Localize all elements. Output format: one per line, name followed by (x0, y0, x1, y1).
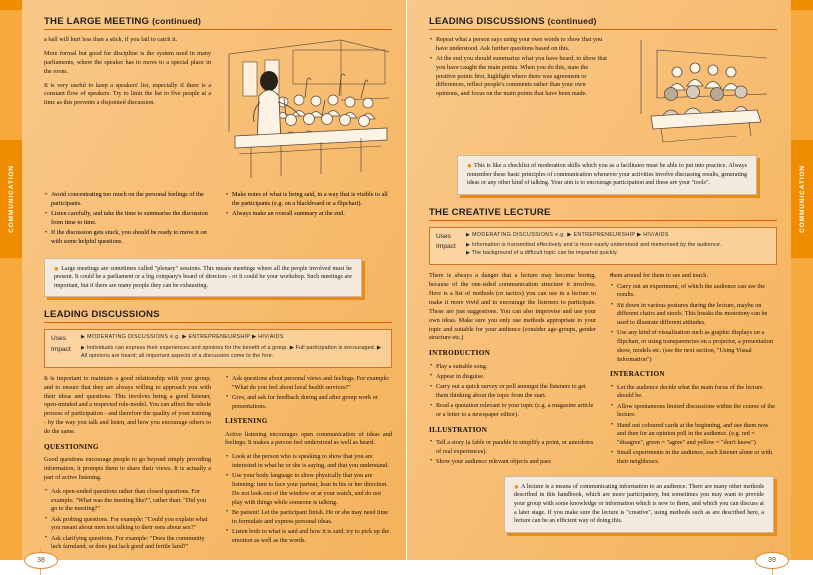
note-box-checklist (457, 155, 757, 195)
paragraph: Good questions encourage people to go beyond simply providing information, it prompts them to share their views. It is actually a part of active listening. (44, 456, 211, 481)
list-item: • Read a quotation relevant to your topic (e.g. a magazine article or a letter to a newspaper editor). (429, 402, 596, 420)
page-number-left (24, 552, 58, 569)
heading-text: LEADING DISCUSSIONS (429, 16, 545, 27)
paragraph: There is always a danger that a lecture may become boring, because of the one-sided communication structure it involves. Here is a list of methods (or tactics) you can use in a lecture to make it more vivid and to encourage the listeners to participate. These are just suggestions. You can also improvise and use your own ideas. Make sure you only use methods appropriate to your topic and suitable for your audience (consider age-groups, gender structure etc.) (429, 272, 596, 342)
left-edge-stripe (0, 0, 22, 560)
paragraph: It is very useful to keep a speakers' list, especially if there is a constant flow of speakers. Try to limit the list to five people at a time as this prevents a disjointed discussion. (44, 81, 211, 107)
impact-label: Impact (436, 243, 456, 251)
leading-discussions-continued-bullets (429, 36, 607, 151)
list-item: • Be patient! Let the participant finish. He or she may need time to formulate and express personal ideas. (225, 509, 392, 527)
large-meeting-bullets-left (44, 191, 211, 252)
section-heading-leading-discussions (44, 309, 392, 323)
list-item: • Carry out an experiment, of which the audience can see the results. (610, 283, 777, 301)
section-heading-leading-discussions-continued (429, 16, 777, 30)
list-item: • Give, and ask for feedback during and after group work or presentations. (225, 394, 392, 412)
triangle-icon: ▶ (466, 231, 471, 238)
list-item: • Repeat what a person says using your own words to show that you have understood. Ask further questions based on this. (429, 36, 607, 54)
uses-value-text: MODERATING DISCUSSIONS e.g. ▶ ENTREPRENEURSHIP ▶ HIV/AIDS (472, 231, 669, 238)
list-item: • Sit down in various postures during the lecture, maybe on different chairs and stools. This breaks the monotony can be used to illustrate different attitudes. (610, 302, 777, 328)
list-item: • Use any kind of visualisation such as graphic displays on a flipchart, or using transparencies on a projector, a presentation show, models etc. (see the next section, "Using Visual Information") (610, 329, 777, 364)
uses-row (436, 232, 770, 242)
paragraph: More formal but good for discipline is the system used in many parliaments, where the speaker has to move to a special place in the room. (44, 49, 211, 75)
page-gutter (406, 0, 407, 560)
subheading-listening: LISTENING (225, 417, 268, 426)
triangle-icon: ▶ (466, 242, 471, 249)
leading-discussions-column-2 (225, 375, 392, 557)
paragraph: a ball will hurt less than a stick, if you fail to catch it. (44, 36, 178, 43)
uses-label: Uses (436, 232, 452, 240)
note-text: This is like a checklist of moderation skills which you as a facilitator must be able to put into practice. Always remember these basic principles of communication whenever your activities involve discussing results, generating ideas or any other kind of talking. Your aim is to encourage participation and these are your "tools". (467, 163, 747, 187)
uses-impact-box-leading-discussions (44, 329, 392, 367)
list-item: • Make notes of what is being said, in a way that is visible to all the participants (e.g. on a blackboard or a flipchart). (225, 191, 392, 209)
list-item: • Ask probing questions. For example: "Could you explain what you meant about men not talking to their sons about sex?" (44, 516, 211, 534)
subheading-illustration: ILLUSTRATION (429, 425, 488, 434)
paragraph: Active listening encourages open communication of ideas and feelings. It makes a person feel understood as well as heard. (225, 430, 392, 447)
list-item: • Ask clarifying questions. For example: "Does the community lack farmland, or does just lack good and fertile land?" (44, 535, 211, 553)
heading-continued: (continued) (152, 16, 202, 26)
impact-value (81, 345, 385, 361)
right-edge-stripe (791, 0, 813, 560)
paragraph: It is important to maintain a good relationship with your group, and to ensure that they are always willing to approach you with their ideas and questions. This involves being a good listener, open-minded and a respected role-model. You can affect the whole process of participation - and therefore the quality of your training - by the way you talk and listen, and how you encourage others to do the same. (44, 374, 212, 436)
uses-value (466, 232, 770, 240)
list-item: • Ask open-ended questions rather than closed questions. For example: "What was the meeting like?", rather than: "Did you go to the meeting?" (44, 488, 211, 514)
list-item: • Always make an overall summary at the end. (225, 210, 392, 219)
page-number-right-text: 39 (768, 557, 776, 564)
list-item: • Let the audience decide what the main focus of the lecture should be. (610, 384, 777, 402)
left-page-content (44, 16, 392, 557)
section-heading-large-meeting (44, 16, 392, 30)
list-item: • Appear in disguise. (429, 373, 596, 382)
impact-row (51, 345, 385, 361)
note-bullet-icon: ● (54, 263, 60, 273)
impact-label: Impact (51, 345, 71, 353)
heading-text: THE LARGE MEETING (44, 16, 150, 27)
note-box-plenary (44, 258, 362, 298)
creative-lecture-column-2 (610, 272, 777, 471)
small-group-discussion-table-illustration (617, 36, 772, 146)
list-item: • Hand out coloured cards at the beginning, and use them now and then for an opinion poll in the audience. (e.g. red = "disagree", green = "agree" and yellow = "don't know") (610, 422, 777, 448)
list-item: • Listen carefully, and take the time to summarise the discussion from time to time. (44, 210, 211, 228)
list-item: • Avoid concentrating too much on the personal feelings of the participants. (44, 191, 211, 209)
triangle-icon: ▶ (466, 250, 471, 257)
subheading-questioning: QUESTIONING (44, 442, 99, 451)
list-item: • Small experiments in the audience, each listener alone or with their neighbours. (610, 449, 777, 467)
list-item: • Allow spontaneous limited discussions within the course of the lecture. (610, 403, 777, 421)
leading-discussions-column-1 (44, 375, 211, 557)
triangle-icon: ▶ (81, 344, 86, 351)
impact-value (466, 242, 770, 258)
heading-continued: (continued) (547, 16, 597, 26)
subheading-interaction: INTERACTION (610, 370, 665, 379)
right-top-tab-bar (791, 0, 813, 10)
sidebar-item-communication-right[interactable] (791, 140, 813, 258)
list-item: • Use your body language to show physically that you are listening: turn to face your partner, lean in his or her direction. Do not look out of the window or at your watch, and do not play with things while someone is talking. (225, 472, 392, 507)
list-item: • If the discussion gets stuck, you should be ready to move it on with some helpful questions. (44, 229, 211, 247)
triangle-icon: ▶ (81, 334, 86, 341)
heading-text: LEADING DISCUSSIONS (44, 309, 160, 321)
meeting-audience-raised-hands-illustration (221, 36, 391, 184)
note-box-lecture-definition (504, 476, 774, 533)
impact-value-text: Individuals can express their experiences and opinions for the benefit of a group. ▶ Full participation is encouraged. ▶ All opinions are heard; all important aspects of a discussion come to the fore. (81, 344, 382, 359)
uses-label: Uses (51, 335, 67, 343)
uses-value-text: MODERATING DISCUSSIONS e.g. ▶ ENTREPRENEURSHIP ▶ HIV/AIDS (87, 334, 284, 341)
list-item: • Play a suitable song. (429, 363, 596, 372)
left-top-tab-bar (0, 0, 22, 10)
list-item: • At the end you should summarise what you have heard, to show that you have caught the main points. When you do this, state the positive points first, highlight where there was agreement or differences, reflect people's comments rather than your own opinions, and focus on the main points that have been made. (429, 55, 607, 99)
list-item: • Carry out a quick survey or poll amongst the listeners to get them thinking about the topic from the start. (429, 383, 596, 401)
uses-value (81, 334, 385, 342)
meeting-illustration-area (221, 36, 391, 189)
list-item: • Tell a story (a fable or parable to simplify a point, or anecdotes of real experiences). (429, 439, 596, 457)
discussion-illustration-area (617, 36, 772, 151)
side-tab-label-left: COMMUNICATION (7, 165, 15, 233)
list-item: • Listen both to what is said and how it is said; try to pick up the emotion as well as the words. (225, 528, 392, 546)
sidebar-item-communication-left[interactable] (0, 140, 22, 258)
side-tab-label-right: COMMUNICATION (798, 165, 806, 233)
impact-value-text-1: Information is transmitted effectively and is more easily understood and memorised by the audience. (471, 242, 722, 249)
heading-text: THE CREATIVE LECTURE (429, 206, 551, 218)
section-heading-creative-lecture (429, 207, 777, 221)
note-text: A lecture is a means of communicating information to an audience. There are many other methods described in this handbook, which are more participatory, but sometimes you may want to provide your group with some knowledge or information which is new to them, and which you can discuss at a later stage. If you make sure the lecture is "creative", using methods such as are described here, a lecture can be an efficient way of doing this. (514, 483, 764, 525)
list-item: • Show your audience relevant objects and pass (429, 458, 596, 467)
note-bullet-icon: ● (514, 481, 520, 491)
creative-lecture-column-1 (429, 272, 596, 471)
list-item: • Ask questions about personal views and feelings. For example: "What do you feel about local health services?" (225, 375, 392, 393)
note-bullet-icon: ● (467, 161, 473, 170)
uses-row (51, 334, 385, 344)
impact-value-text-2: The background of a difficult topic can be imparted quickly. (471, 250, 618, 257)
large-meeting-bullets-right (225, 191, 392, 252)
uses-impact-box-creative-lecture (429, 227, 777, 265)
note-text: Large meetings are sometimes called "plenary" sessions. This means meetings where all the people involved must be present. It could be a parliament or a big company's board of directors - or it could be your workshop. Such meetings are important, but if there are many people they can be exhausting. (54, 265, 352, 289)
list-item-continued: • them around for them to see and touch. (610, 272, 777, 281)
subheading-introduction: INTRODUCTION (429, 349, 491, 358)
list-item: • Look at the person who is speaking to show that you are interested in what he or she is saying, and that you understand. (225, 453, 392, 471)
right-page-content (429, 16, 777, 533)
impact-row (436, 242, 770, 258)
large-meeting-text-column (44, 36, 211, 189)
page-number-right (755, 552, 789, 569)
page-number-left-text: 38 (37, 557, 45, 564)
